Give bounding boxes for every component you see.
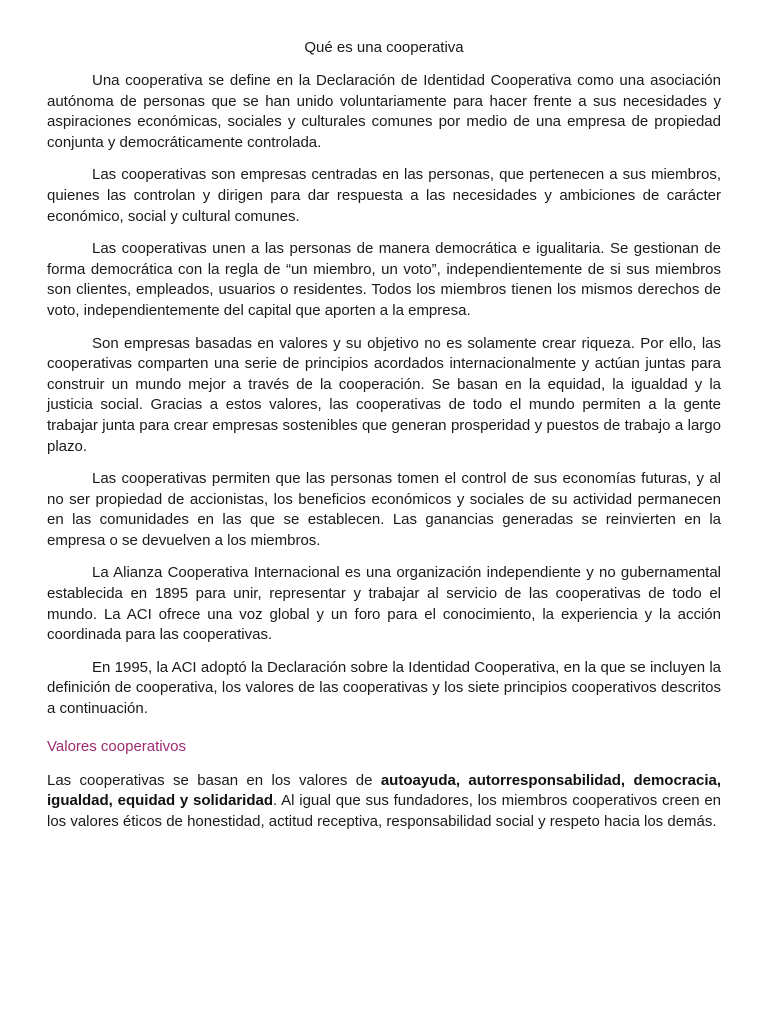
values-bold-list: autoayuda, autorresponsabilidad, democracia, igualdad, equidad y solidaridad — [47, 771, 721, 810]
paragraph-declaration: En 1995, la ACI adoptó la Declaración sobre la Identidad Cooperativa, en la que se incluyen la definición de cooperativa, los valores de las cooperativas y los siete principios cooperativos descritos a continuación. — [47, 658, 721, 718]
paragraph-definition: Una cooperativa se define en la Declaración de Identidad Cooperativa como una asociación autónoma de personas que se han unido voluntariamente para hacer frente a sus necesidades y aspiraciones económicas, sociales y culturales comunes por medio de una empresa de propiedad conjunta y democráticamente controlada. — [47, 72, 721, 151]
section-heading-values: Valores cooperativos — [47, 737, 186, 755]
paragraph-alliance: La Alianza Cooperativa Internacional es una organización independiente y no gubernamental establecida en 1895 para unir, representar y trabajar al servicio de las cooperativas de todo el mundo. La ACI ofrece una voz global y un foro para el conocimiento, la experiencia y la acción coordinada para las cooperativas. — [47, 564, 721, 644]
paragraph-values-based: Son empresas basadas en valores y su objetivo no es solamente crear riqueza. Por ello, las cooperativas comparten una serie de principios acordados internacionalmente y actúan juntas para construir un mundo mejor a través de la cooperación. Se basan en la equidad, la igualdad y la justicia social. Gracias a estos valores, las cooperativas de todo el mundo permiten a la gente trabajar junta para crear empresas sostenibles que generan prosperidad y puestos de trabajo a largo plazo. — [47, 334, 721, 455]
page-title: Qué es una cooperativa — [304, 39, 464, 56]
paragraph-democratic: Las cooperativas unen a las personas de manera democrática e igualitaria. Se gestionan de forma democrática con la regla de “un miembro, un voto”, independientemente de si sus miembros son clientes, empleados, usuarios o residentes. Todos los miembros tienen los mismos derechos de voto, independientemente del capital que aporten a la empresa. — [47, 240, 721, 319]
values-intro: Las cooperativas se basan en los valores de — [47, 771, 381, 789]
paragraph-values — [47, 771, 721, 833]
values-rest: . Al igual que sus fundadores, los miembros cooperativos creen en los valores éticos de honestidad, actitud receptiva, responsabilidad social y respeto hacia los demás. — [47, 792, 722, 830]
paragraph-economic-control: Las cooperativas permiten que las personas tomen el control de sus economías futuras, y al no ser propiedad de accionistas, los beneficios económicos y sociales de su actividad permanecen en las comunidades en las que se establecen. Las ganancias generadas se reinvierten en la empresa o se devuelven a los miembros. — [47, 470, 721, 549]
paragraph-people-centered: Las cooperativas son empresas centradas en las personas, que pertenecen a sus miembros, quienes las controlan y dirigen para dar respuesta a las necesidades y ambiciones de carácter económico, social y cultural comunes. — [47, 166, 721, 225]
